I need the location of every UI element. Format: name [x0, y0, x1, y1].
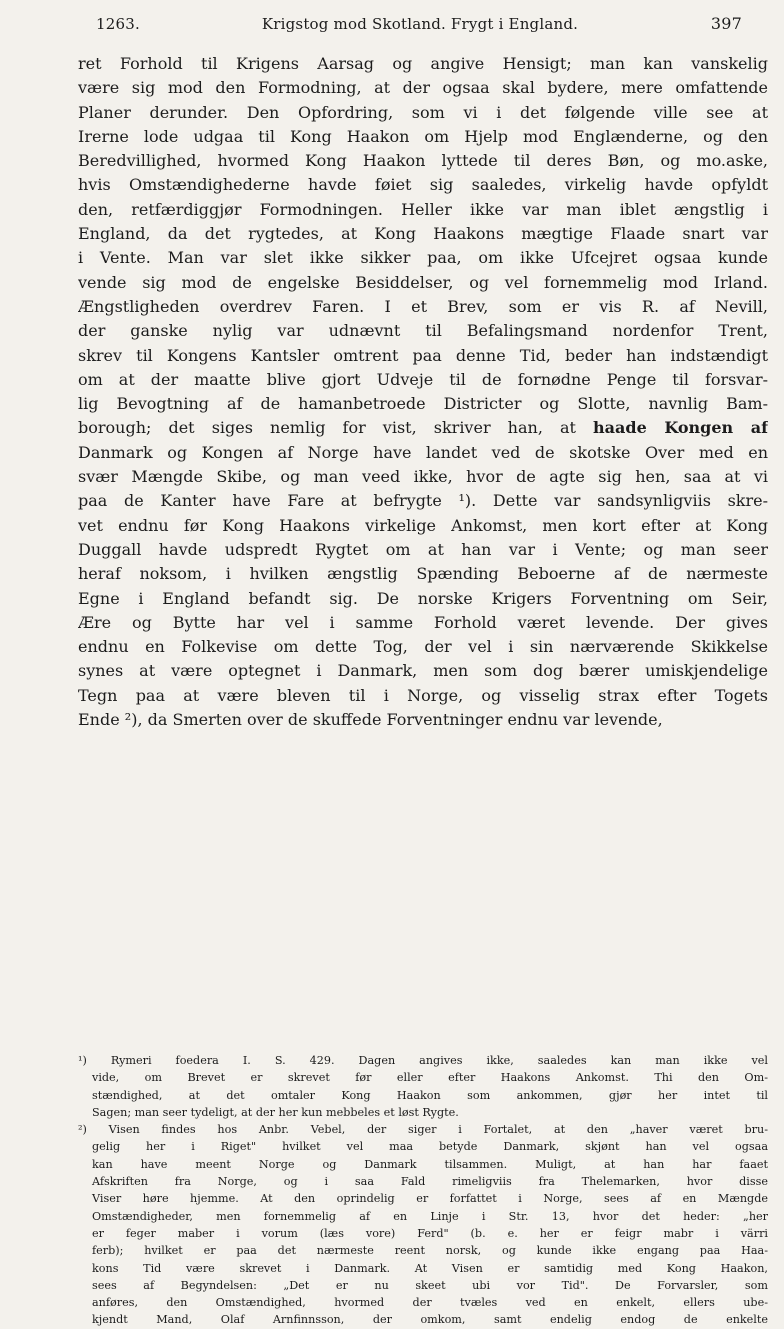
text-line: Ære og Bytte har vel i samme Forhold været levende. Der gives: [78, 612, 768, 632]
text-line: Beredvillighed, hvormed Kong Haakon lyttede til deres Bøn, og mo.aske,: [78, 151, 768, 171]
footnote-line: kjendt Mand, Olaf Arnfinnsson, der omkom, samt endelig endog de enkelte: [92, 1313, 768, 1327]
footnote-line: ferb); hvilket er paa det nærmeste reent norsk, og kunde ikke engang paa Haa-: [92, 1244, 768, 1258]
footnote-line: Afskriften fra Norge, og i saa Fald rimeligviis fra Thelemarken, hvor disse: [92, 1175, 768, 1189]
text-line: hvis Omstændighederne havde føiet sig saaledes, virkelig havde opfyldt: [78, 175, 768, 195]
text-line: Ængstligheden overdrev Faren. I et Brev, som er vis R. af Nevill,: [78, 296, 768, 316]
text-line: vet endnu før Kong Haakons virkelige Ankomst, men kort efter at Kong: [78, 515, 768, 535]
text-line: Danmark og Kongen af Norge have landet ved de skotske Over med en: [78, 442, 768, 462]
header-year: 1263.: [96, 15, 140, 33]
text-line: Planer derunder. Den Opfordring, som vi i det følgende ville see at: [78, 102, 768, 122]
text-line: England, da det rygtedes, at Kong Haakons mægtige Flaade snart var: [78, 224, 768, 244]
footnote-line: vide, om Brevet er skrevet før eller efter Haakons Ankomst. Thi den Om-: [92, 1071, 768, 1085]
text-line: Irerne lode udgaa til Kong Haakon om Hjelp mod Englænderne, og den: [78, 126, 768, 146]
footnote-line: ¹) Rymeri foedera I. S. 429. Dagen angives ikke, saaledes kan man ikke vel: [78, 1054, 768, 1067]
text-line: den, retfærdiggjør Formodningen. Heller ikke var man iblet ængstlig i: [78, 199, 768, 219]
footnote-line: anføres, den Omstændighed, hvormed der tvæles ved en enkelt, ellers ube-: [92, 1296, 768, 1310]
footnote-line: kons Tid være skrevet i Danmark. At Visen er samtidig med Kong Haakon,: [92, 1261, 768, 1275]
footnote-line: stændighed, at det omtaler Kong Haakon som ankommen, gjør her intet til: [92, 1088, 768, 1102]
text-line: heraf noksom, i hvilken ængstlig Spænding Beboerne af de nærmeste: [78, 564, 768, 584]
text-line: endnu en Folkevise om dette Tog, der vel i sin nærværende Skikkelse: [78, 637, 768, 657]
footnote-line: ²) Visen findes hos Anbr. Vebel, der siger i Fortalet, at den „haver været bru-: [78, 1123, 768, 1137]
footnote-line: Viser høre hjemme. At den oprindelig er forfattet i Norge, sees af en Mængde: [92, 1192, 768, 1206]
emphasis-text: haade Kongen af: [593, 418, 768, 438]
main-text: [78, 52, 768, 732]
footnotes: [78, 1052, 768, 1329]
text-line: Duggall havde udspredt Rygtet om at han var i Vente; og man seer: [78, 539, 768, 559]
text-line: ret Forhold til Krigens Aarsag og angive Hensigt; man kan vanskelig: [78, 54, 768, 73]
text-line: Ende ²), da Smerten over de skuffede Forventninger endnu var levende,: [78, 710, 663, 730]
text-line: svær Mængde Skibe, og man veed ikke, hvor de agte sig hen, saa at vi: [78, 467, 768, 487]
text-line: vende sig mod de engelske Besiddelser, og vel fornemmelig mod Irland.: [78, 272, 768, 292]
footnote-line: gelig her i Riget" hvilket vel maa betyde Danmark, skjønt han vel ogsaa: [92, 1140, 768, 1154]
text-line: Egne i England befandt sig. De norske Krigers Forventning om Seir,: [78, 588, 768, 608]
text-line: Tegn paa at være bleven til i Norge, og visselig strax efter Togets: [78, 685, 768, 705]
text-line: om at der maatte blive gjort Udveje til de fornødne Penge til forsvar-: [78, 369, 768, 389]
text-line: være sig mod den Formodning, at der ogsaa skal bydere, mere omfattende: [78, 78, 768, 98]
text-line: der ganske nylig var udnævnt til Befalingsmand nordenfor Trent,: [78, 321, 768, 341]
running-header: [96, 14, 742, 33]
text-line-with-emphasis: [78, 416, 768, 440]
footnote-line: sees af Begyndelsen: „Det er nu skeet ubi vor Tid". De Forvarsler, som: [92, 1278, 768, 1292]
page-number: 397: [710, 14, 742, 33]
text-line: i Vente. Man var slet ikke sikker paa, om ikke Ufcejret ogsaa kunde: [78, 248, 768, 268]
header-title: Krigstog mod Skotland. Frygt i England.: [261, 15, 579, 33]
footnote-line: kan have meent Norge og Danmark tilsammen. Muligt, at han har faaet: [92, 1157, 768, 1171]
text-line: synes at være optegnet i Danmark, men som dog bærer umiskjendelige: [78, 661, 768, 681]
text-segment: borough; det siges nemlig for vist, skriver han, at: [78, 418, 576, 438]
footnote-line: Omstændigheder, men fornemmelig af en Linje i Str. 13, hvor det heder: „her: [92, 1209, 768, 1223]
footnote-line: Sagen; man seer tydeligt, at der her kun mebbeles et løst Rygte.: [92, 1105, 459, 1119]
text-line: paa de Kanter have Fare at befrygte ¹). Dette var sandsynligviis skre-: [78, 491, 768, 511]
text-line: skrev til Kongens Kantsler omtrent paa denne Tid, beder han indstændigt: [78, 345, 768, 365]
text-line: lig Bevogtning af de hamanbetroede Districter og Slotte, navnlig Bam-: [78, 394, 768, 414]
footnote-line: er feger maber i vorum (læs vore) Ferd" (b. e. her er feigr mabr i värri: [92, 1226, 768, 1240]
